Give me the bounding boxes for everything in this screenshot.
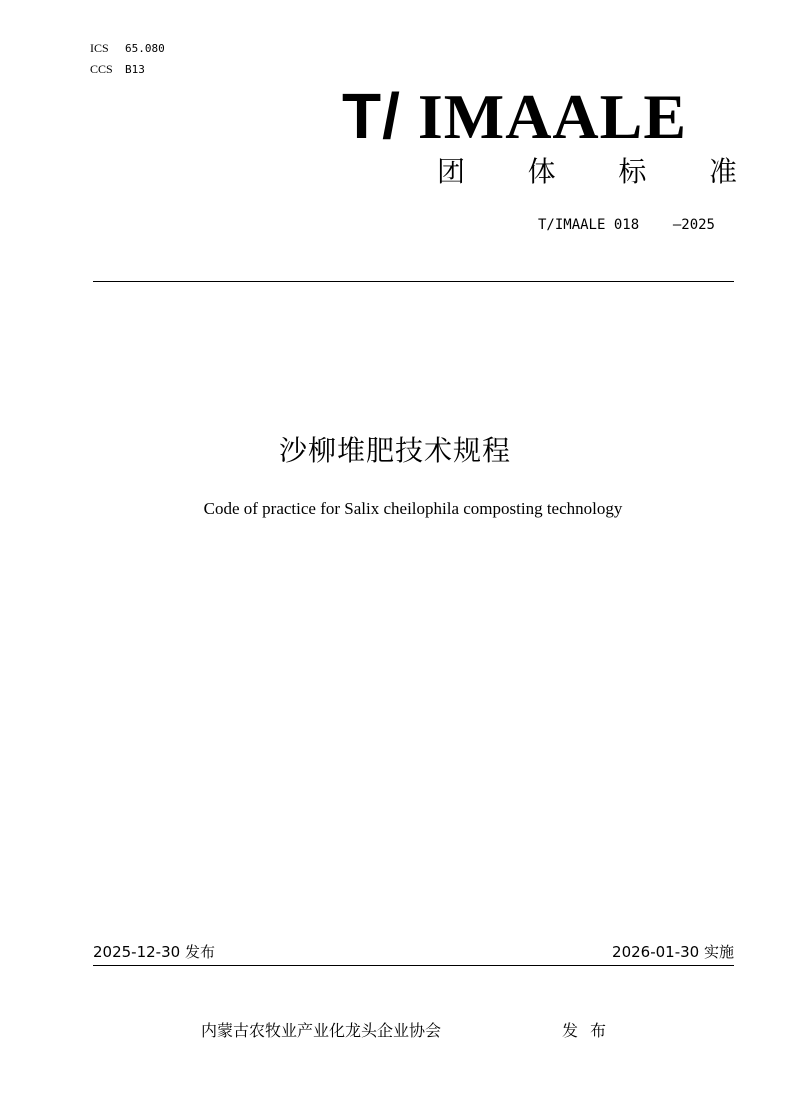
publish-date: 2025-12-30 发布 <box>93 943 215 961</box>
standard-number: T/IMAALE 018 —2025 <box>537 217 715 233</box>
standard-type-char: 团 <box>437 155 466 188</box>
title-chinese: 沙柳堆肥技术规程 <box>278 434 511 467</box>
publisher-organization: 内蒙古农牧业产业化龙头企业协会 <box>201 1021 442 1040</box>
ics-row <box>90 38 165 59</box>
publisher-line <box>201 1019 618 1043</box>
title-english: Code of practice for Salix cheilophila composting technology <box>203 499 623 518</box>
standard-type-char: 准 <box>708 155 737 188</box>
bottom-divider <box>93 965 734 966</box>
implement-date: 2026-01-30 实施 <box>612 943 734 961</box>
date-row <box>93 941 734 963</box>
ccs-label: CCS <box>90 62 113 76</box>
standard-type <box>437 150 737 194</box>
ics-value: 65.080 <box>125 42 165 55</box>
issued-label: 发布 <box>562 1021 619 1040</box>
standard-code-logo <box>342 76 687 157</box>
standard-code-prefix: T/ <box>342 80 401 152</box>
standard-type-char: 体 <box>527 155 556 188</box>
standard-type-char: 标 <box>618 155 647 188</box>
classification-codes <box>90 38 165 80</box>
ccs-row <box>90 59 165 80</box>
top-divider <box>93 281 734 282</box>
ccs-value: B13 <box>125 63 145 76</box>
ics-label: ICS <box>90 41 109 55</box>
standard-code-name: IMAALE <box>400 81 687 152</box>
